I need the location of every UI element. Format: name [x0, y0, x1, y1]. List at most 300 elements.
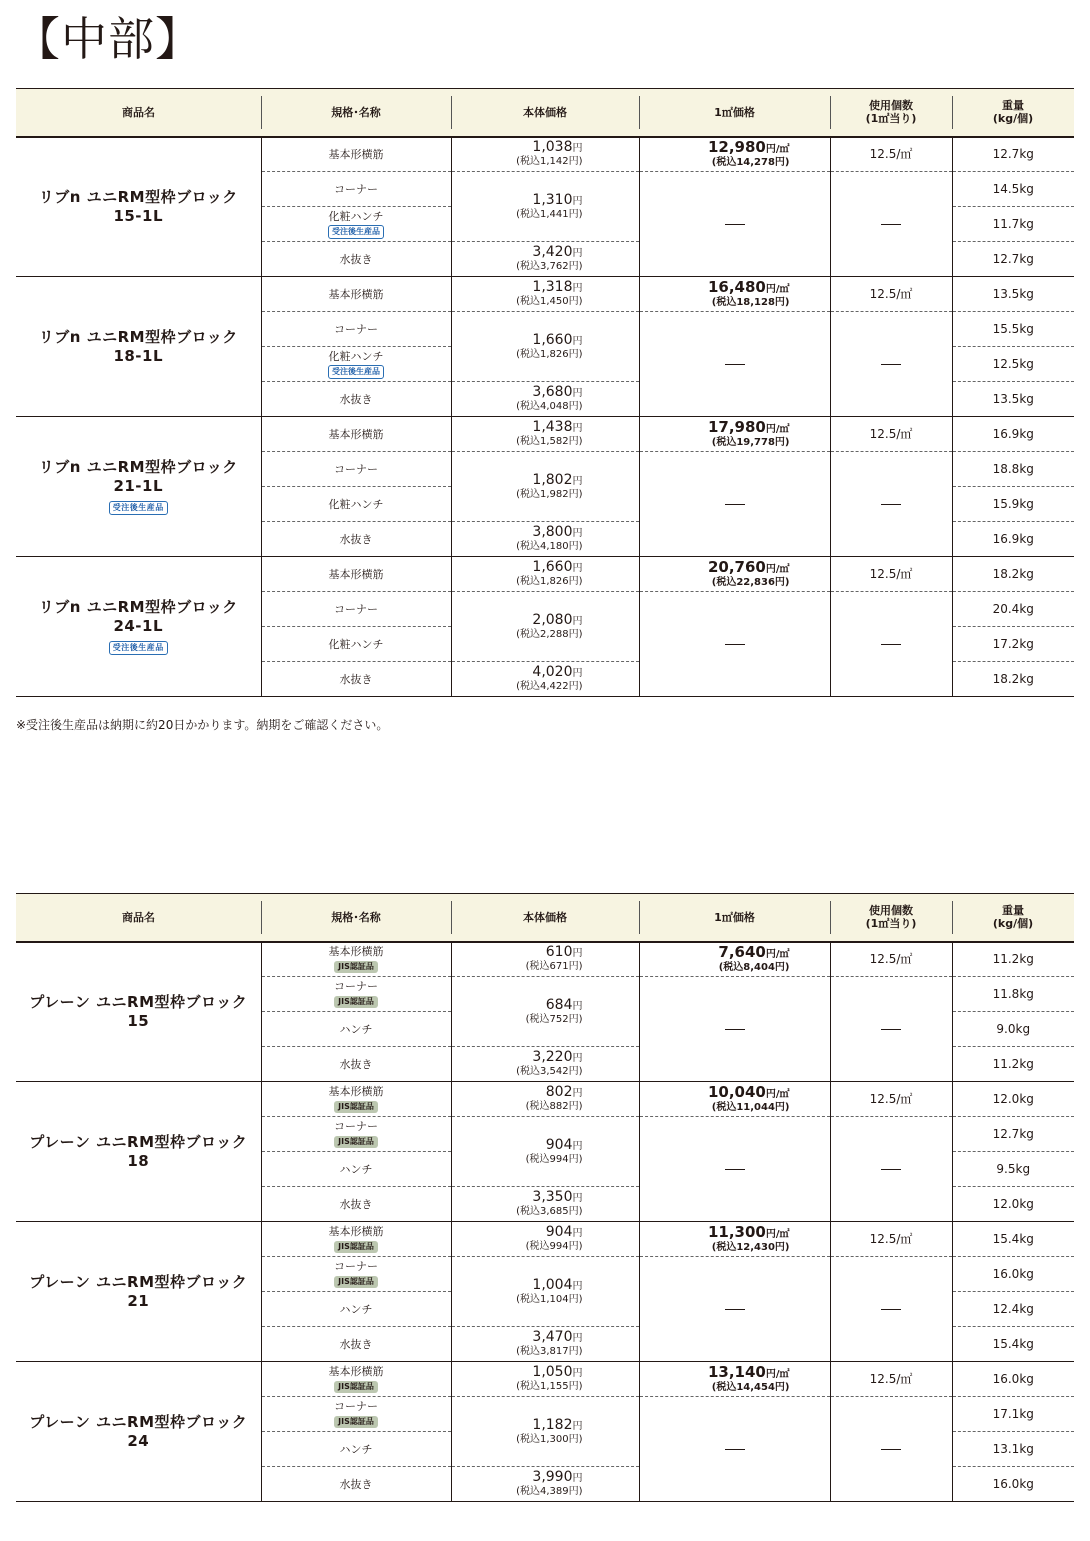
price-basic [451, 1362, 639, 1397]
spec-name-cell [261, 522, 451, 557]
price-basic [451, 1082, 639, 1117]
usage-count: 12.5/㎡ [830, 137, 952, 172]
product-name: プレーン ユニRM型枠ブロック 21 [16, 1222, 261, 1362]
spec-name: 基本形横筋 [328, 147, 384, 161]
spec-name-cell [261, 417, 451, 452]
table-row [16, 1362, 1074, 1397]
spec-name-cell [261, 242, 451, 277]
header-cell-3: 1㎡価格 [639, 89, 830, 137]
yen-unit: 円 [572, 1140, 583, 1152]
yen-unit: 円/㎡ [765, 1368, 790, 1380]
price-main: 684円 [545, 996, 583, 1013]
weight: 12.4kg [952, 1292, 1074, 1327]
price-basic [451, 417, 639, 452]
header-cell-5: 重量 (kg/個) [952, 894, 1074, 942]
price-per-m2 [639, 277, 830, 312]
spec-name: コーナー [334, 602, 378, 616]
weight: 16.0kg [952, 1257, 1074, 1292]
price-tax: (税込1,450円) [516, 296, 583, 307]
yen-unit: 円 [572, 195, 583, 207]
yen-unit: 円/㎡ [765, 1228, 790, 1240]
spec-name: 基本形横筋 [328, 945, 384, 959]
dash-mark [725, 224, 745, 225]
spec-name-cell [261, 1222, 451, 1257]
weight: 16.0kg [952, 1362, 1074, 1397]
header-cell-1: 規格･名称 [261, 894, 451, 942]
spec-name-cell [261, 1187, 451, 1222]
price-tax: (税込671円) [525, 961, 583, 973]
price-main: 16,480円/㎡ [707, 277, 790, 296]
weight: 16.0kg [952, 1467, 1074, 1502]
weight: 12.7kg [952, 1117, 1074, 1152]
yen-unit: 円 [572, 528, 583, 539]
dash-mark [881, 364, 901, 365]
price-tax: (税込8,404円) [718, 961, 790, 973]
price-per-m2-blank [639, 1117, 830, 1222]
spec-name-cell [261, 452, 451, 487]
spec-name-cell [261, 207, 451, 242]
yen-unit: 円 [572, 1053, 583, 1064]
price-main: 1,310円 [532, 191, 583, 208]
price-per-m2-blank [639, 1397, 830, 1502]
spec-name-cell [261, 942, 451, 977]
spec-name-cell [261, 627, 451, 662]
header-cell-0: 商品名 [122, 910, 155, 924]
yen-unit: 円 [572, 563, 583, 574]
spec-name: コーナー [334, 1400, 378, 1413]
yen-unit: 円 [572, 423, 583, 434]
product-name: リブn ユニRM型枠ブロック 18-1L [16, 277, 261, 417]
spec-name: 基本形横筋 [328, 1085, 384, 1098]
order-badge: 受注後生産品 [328, 365, 384, 379]
price-main: 10,040円/㎡ [707, 1082, 790, 1101]
price-tax: (税込4,389円) [516, 1486, 583, 1497]
price-main: 1,660円 [532, 559, 583, 575]
price-tax: (税込4,048円) [516, 401, 583, 412]
price-main: 3,420円 [532, 244, 583, 260]
spec-name-cell [261, 277, 451, 312]
weight: 20.4kg [952, 592, 1074, 627]
product-name: リブn ユニRM型枠ブロック 21-1L 受注後生産品 [16, 417, 261, 557]
spec-name-cell [261, 1327, 451, 1362]
price-main: 1,050円 [532, 1364, 583, 1380]
spec-name: 水抜き [339, 1477, 373, 1491]
yen-unit: 円/㎡ [765, 143, 790, 155]
weight: 14.5kg [952, 172, 1074, 207]
yen-unit: 円 [572, 1088, 583, 1099]
price-drain [451, 1327, 639, 1362]
spec-name: 水抜き [339, 672, 373, 686]
price-tax: (税込14,278円) [711, 156, 790, 168]
product-name: プレーン ユニRM型枠ブロック 18 [16, 1082, 261, 1222]
jis-badge: JIS認証品 [334, 1416, 378, 1428]
spec-name: コーナー [334, 182, 378, 196]
price-main: 1,660円 [532, 331, 583, 348]
spec-name-cell [261, 1012, 451, 1047]
price-tax: (税込14,454円) [711, 1381, 790, 1393]
header-cell-4: 使用個数 (1㎡当り) [830, 89, 952, 137]
price-per-m2-blank [639, 172, 830, 277]
spec-name-cell [261, 1432, 451, 1467]
price-drain [451, 1187, 639, 1222]
yen-unit: 円 [572, 1000, 583, 1012]
price-tax: (税込11,044円) [711, 1101, 790, 1113]
table-row [16, 557, 1074, 592]
yen-unit: 円 [572, 335, 583, 347]
price-main: 3,350円 [532, 1189, 583, 1205]
dash-mark [881, 1309, 901, 1310]
spec-name: コーナー [334, 1120, 378, 1133]
price-per-m2 [639, 1362, 830, 1397]
spec-name: 水抜き [339, 532, 373, 546]
price-main: 1,438円 [532, 419, 583, 435]
price-tax: (税込3,542円) [516, 1066, 583, 1077]
order-badge: 受注後生産品 [109, 641, 168, 655]
yen-unit: 円 [572, 1473, 583, 1484]
yen-unit: 円 [572, 1228, 583, 1239]
footnote: ※受注後生産品は納期に約20日かかります。納期をご確認ください。 [16, 718, 389, 732]
price-tax: (税込1,300円) [516, 1433, 583, 1445]
price-basic [451, 137, 639, 172]
price-tax: (税込1,104円) [516, 1293, 583, 1305]
price-tax: (税込1,142円) [516, 156, 583, 168]
usage-count-blank [830, 1117, 952, 1222]
spec-name-cell [261, 137, 451, 172]
price-table-plain [16, 893, 1074, 1502]
price-per-m2 [639, 137, 830, 172]
table-header [16, 89, 1074, 137]
order-badge: 受注後生産品 [328, 225, 384, 239]
spec-name: 水抜き [339, 1197, 373, 1211]
spec-name: 水抜き [339, 1337, 373, 1351]
spec-name-cell [261, 1047, 451, 1082]
table-row [16, 1082, 1074, 1117]
weight: 15.4kg [952, 1222, 1074, 1257]
yen-unit: 円 [572, 1333, 583, 1344]
spec-name: 水抜き [339, 1057, 373, 1071]
header-cell-3: 1㎡価格 [639, 894, 830, 942]
price-main: 1,182円 [532, 1416, 583, 1433]
price-per-m2-blank [639, 977, 830, 1082]
price-tax: (税込882円) [525, 1101, 583, 1112]
spec-name-cell [261, 347, 451, 382]
dash-mark [725, 1029, 745, 1030]
price-mid [451, 977, 639, 1047]
jis-badge: JIS認証品 [334, 1101, 378, 1113]
spec-name-cell [261, 1467, 451, 1502]
spec-name: ハンチ [339, 1302, 373, 1316]
jis-badge: JIS認証品 [334, 1381, 378, 1393]
dash-mark [725, 1449, 745, 1450]
header-cell-1: 規格･名称 [261, 89, 451, 137]
price-tax: (税込4,422円) [516, 681, 583, 692]
price-drain [451, 522, 639, 557]
price-main: 2,080円 [532, 611, 583, 628]
price-drain [451, 1047, 639, 1082]
usage-count-blank [830, 172, 952, 277]
yen-unit: 円 [572, 283, 583, 294]
jis-badge: JIS認証品 [334, 1136, 378, 1148]
spec-name-cell [261, 1117, 451, 1152]
dash-mark [725, 644, 745, 645]
spec-name: コーナー [334, 980, 378, 993]
dash-mark [881, 1029, 901, 1030]
spec-name-cell [261, 312, 451, 347]
price-main: 1,004円 [532, 1276, 583, 1293]
price-tax: (税込3,762円) [516, 261, 583, 272]
spec-name: コーナー [334, 462, 378, 476]
spec-name: 化粧ハンチ [328, 209, 384, 223]
price-mid [451, 1257, 639, 1327]
weight: 17.2kg [952, 627, 1074, 662]
price-main: 904円 [545, 1224, 583, 1240]
weight: 15.9kg [952, 487, 1074, 522]
usage-count-blank [830, 452, 952, 557]
spec-name-cell [261, 662, 451, 697]
page-title: 【中部】 [14, 12, 202, 66]
price-main: 17,980円/㎡ [707, 417, 790, 436]
weight: 16.9kg [952, 522, 1074, 557]
table-row [16, 137, 1074, 172]
weight: 12.0kg [952, 1082, 1074, 1117]
price-per-m2-blank [639, 312, 830, 417]
product-name: プレーン ユニRM型枠ブロック 15 [16, 942, 261, 1082]
price-tax: (税込1,826円) [516, 348, 583, 360]
table-row [16, 277, 1074, 312]
price-mid [451, 172, 639, 242]
spec-name: ハンチ [339, 1442, 373, 1456]
yen-unit: 円 [572, 615, 583, 627]
spec-name: 化粧ハンチ [328, 349, 384, 363]
usage-count: 12.5/㎡ [830, 557, 952, 592]
price-main: 3,220円 [532, 1049, 583, 1065]
usage-count: 12.5/㎡ [830, 942, 952, 977]
header-cell-0: 商品名 [122, 105, 155, 119]
weight: 11.7kg [952, 207, 1074, 242]
price-per-m2 [639, 1222, 830, 1257]
spec-name: 基本形横筋 [328, 567, 384, 581]
spec-name: 水抜き [339, 252, 373, 266]
price-tax: (税込1,441円) [516, 208, 583, 220]
price-mid [451, 312, 639, 382]
weight: 13.5kg [952, 277, 1074, 312]
weight: 18.2kg [952, 662, 1074, 697]
weight: 11.2kg [952, 942, 1074, 977]
usage-count-blank [830, 1397, 952, 1502]
spec-name-cell [261, 1152, 451, 1187]
yen-unit: 円 [572, 948, 583, 960]
spec-name-cell [261, 382, 451, 417]
weight: 12.7kg [952, 242, 1074, 277]
product-name: リブn ユニRM型枠ブロック 15-1L [16, 137, 261, 277]
weight: 15.4kg [952, 1327, 1074, 1362]
dash-mark [881, 504, 901, 505]
price-main: 11,300円/㎡ [707, 1222, 790, 1241]
price-per-m2-blank [639, 452, 830, 557]
price-mid [451, 452, 639, 522]
spec-name-cell [261, 1397, 451, 1432]
price-main: 1,802円 [532, 471, 583, 488]
yen-unit: 円/㎡ [765, 948, 790, 960]
spec-name-cell [261, 1362, 451, 1397]
price-main: 12,980円/㎡ [707, 137, 790, 156]
price-main: 3,680円 [532, 384, 583, 400]
price-main: 904円 [545, 1136, 583, 1153]
usage-count: 12.5/㎡ [830, 417, 952, 452]
price-per-m2 [639, 557, 830, 592]
usage-count: 12.5/㎡ [830, 1222, 952, 1257]
spec-name-cell [261, 172, 451, 207]
spec-name: 化粧ハンチ [328, 497, 384, 511]
product-name: プレーン ユニRM型枠ブロック 24 [16, 1362, 261, 1502]
yen-unit: 円/㎡ [765, 283, 790, 295]
price-tax: (税込1,582円) [516, 436, 583, 447]
price-drain [451, 662, 639, 697]
spec-name: コーナー [334, 1260, 378, 1273]
price-tax: (税込1,826円) [516, 576, 583, 587]
price-tax: (税込18,128円) [711, 296, 790, 308]
dash-mark [881, 1169, 901, 1170]
weight: 17.1kg [952, 1397, 1074, 1432]
spec-name-cell [261, 592, 451, 627]
price-per-m2 [639, 1082, 830, 1117]
yen-unit: 円 [572, 388, 583, 399]
price-per-m2 [639, 942, 830, 977]
weight: 12.5kg [952, 347, 1074, 382]
price-main: 7,640円/㎡ [718, 942, 790, 961]
price-tax: (税込3,817円) [516, 1346, 583, 1357]
jis-badge: JIS認証品 [334, 1241, 378, 1253]
weight: 18.2kg [952, 557, 1074, 592]
price-main: 20,760円/㎡ [707, 557, 790, 576]
weight: 13.5kg [952, 382, 1074, 417]
usage-count-blank [830, 1257, 952, 1362]
price-tax: (税込1,155円) [516, 1381, 583, 1392]
price-drain [451, 382, 639, 417]
header-cell-5: 重量 (kg/個) [952, 89, 1074, 137]
yen-unit: 円/㎡ [765, 563, 790, 575]
header-cell-2: 本体価格 [451, 89, 639, 137]
header-cell-2: 本体価格 [451, 894, 639, 942]
price-main: 1,038円 [532, 139, 583, 156]
spec-name: ハンチ [339, 1162, 373, 1176]
price-drain [451, 1467, 639, 1502]
jis-badge: JIS認証品 [334, 996, 378, 1008]
yen-unit: 円 [572, 1280, 583, 1292]
price-main: 4,020円 [532, 664, 583, 680]
spec-name-cell [261, 1082, 451, 1117]
spec-name-cell [261, 1257, 451, 1292]
price-mid [451, 1397, 639, 1467]
weight: 9.5kg [952, 1152, 1074, 1187]
yen-unit: 円 [572, 1193, 583, 1204]
header-cell-4: 使用個数 (1㎡当り) [830, 894, 952, 942]
order-badge: 受注後生産品 [109, 501, 168, 515]
dash-mark [725, 1169, 745, 1170]
spec-name: 基本形横筋 [328, 427, 384, 441]
weight: 16.9kg [952, 417, 1074, 452]
price-main: 1,318円 [532, 279, 583, 295]
weight: 11.2kg [952, 1047, 1074, 1082]
dash-mark [725, 1309, 745, 1310]
price-main: 3,800円 [532, 524, 583, 540]
yen-unit: 円 [572, 1368, 583, 1379]
yen-unit: 円 [572, 248, 583, 259]
price-table-rib [16, 88, 1074, 697]
spec-name: 水抜き [339, 392, 373, 406]
price-per-m2-blank [639, 592, 830, 697]
product-name: リブn ユニRM型枠ブロック 24-1L 受注後生産品 [16, 557, 261, 697]
jis-badge: JIS認証品 [334, 1276, 378, 1288]
spec-name: 基本形横筋 [328, 287, 384, 301]
price-basic [451, 557, 639, 592]
price-tax: (税込2,288円) [516, 628, 583, 640]
usage-count: 12.5/㎡ [830, 277, 952, 312]
price-tax: (税込19,778円) [711, 436, 790, 448]
spec-name-cell [261, 977, 451, 1012]
weight: 11.8kg [952, 977, 1074, 1012]
usage-count-blank [830, 977, 952, 1082]
dash-mark [881, 644, 901, 645]
table-row [16, 417, 1074, 452]
price-main: 3,470円 [532, 1329, 583, 1345]
price-tax: (税込994円) [525, 1153, 583, 1165]
yen-unit: 円/㎡ [765, 423, 790, 435]
dash-mark [725, 504, 745, 505]
weight: 9.0kg [952, 1012, 1074, 1047]
spec-name: ハンチ [339, 1022, 373, 1036]
dash-mark [881, 1449, 901, 1450]
price-main: 13,140円/㎡ [707, 1362, 790, 1381]
usage-count-blank [830, 592, 952, 697]
table-header [16, 894, 1074, 942]
spec-name-cell [261, 487, 451, 522]
price-basic [451, 1222, 639, 1257]
weight: 15.5kg [952, 312, 1074, 347]
spec-name: コーナー [334, 322, 378, 336]
price-tax: (税込12,430円) [711, 1241, 790, 1253]
price-tax: (税込22,836円) [711, 576, 790, 588]
price-mid [451, 592, 639, 662]
price-tax: (税込752円) [525, 1013, 583, 1025]
dash-mark [725, 364, 745, 365]
usage-count: 12.5/㎡ [830, 1082, 952, 1117]
usage-count-blank [830, 312, 952, 417]
price-per-m2-blank [639, 1257, 830, 1362]
price-tax: (税込1,982円) [516, 488, 583, 500]
price-main: 802円 [545, 1084, 583, 1100]
jis-badge: JIS認証品 [334, 961, 378, 973]
yen-unit: 円/㎡ [765, 1088, 790, 1100]
spec-name-cell [261, 557, 451, 592]
spec-name: 化粧ハンチ [328, 637, 384, 651]
weight: 12.7kg [952, 137, 1074, 172]
price-basic [451, 277, 639, 312]
weight: 18.8kg [952, 452, 1074, 487]
price-main: 610円 [545, 944, 583, 961]
yen-unit: 円 [572, 143, 583, 155]
usage-count: 12.5/㎡ [830, 1362, 952, 1397]
yen-unit: 円 [572, 1420, 583, 1432]
price-basic [451, 942, 639, 977]
price-tax: (税込3,685円) [516, 1206, 583, 1217]
yen-unit: 円 [572, 668, 583, 679]
price-mid [451, 1117, 639, 1187]
spec-name: 基本形横筋 [328, 1365, 384, 1378]
weight: 12.0kg [952, 1187, 1074, 1222]
price-main: 3,990円 [532, 1469, 583, 1485]
spec-name-cell [261, 1292, 451, 1327]
